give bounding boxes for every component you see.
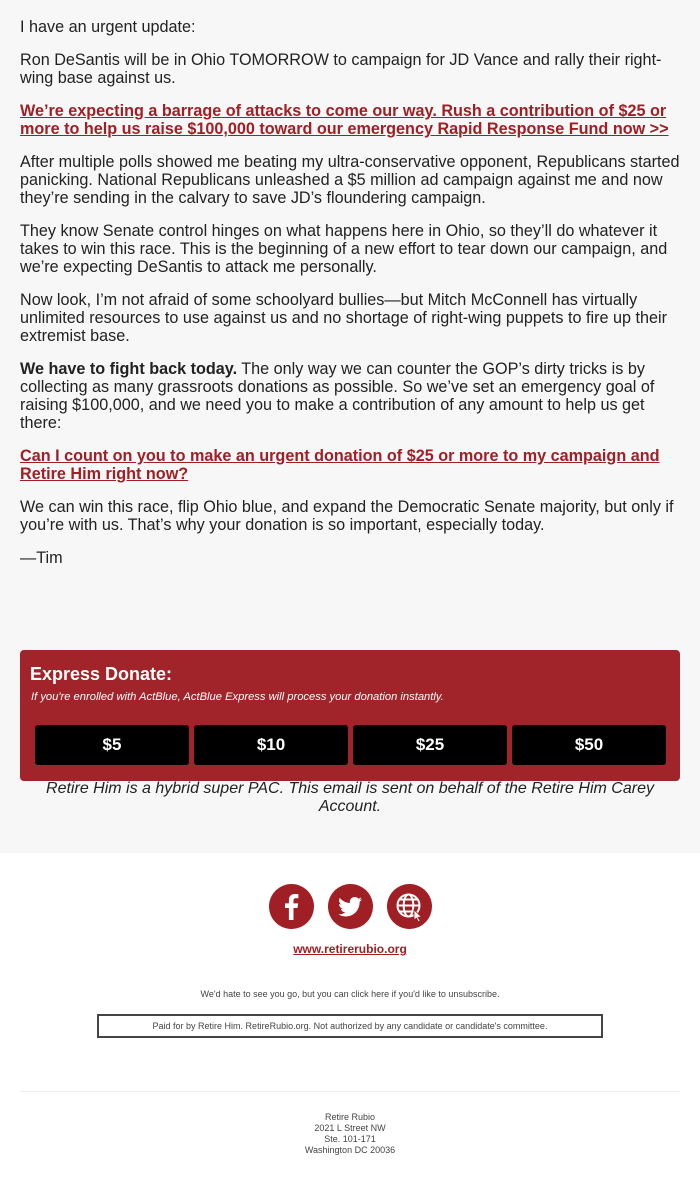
donation-amounts: [35, 725, 666, 765]
address-line-4: Washington DC 20036: [304, 1145, 396, 1155]
greeting: I have an urgent update:: [20, 18, 196, 36]
paragraph-4: Now look, I’m not afraid of some schoolyard bullies—but Mitch McConnell has virtually unlimited resources to use against us and no shortage of right-wing puppets to fire up their extremist base.: [20, 291, 667, 345]
pac-disclaimer: Retire Him is a hybrid super PAC. This email is sent on behalf of the Retire Him Carey Account.: [46, 780, 654, 815]
paragraph-5-rest: The only way we can counter the GOP’s dirty tricks is by collecting as many grassroots donations as possible. So we’ve set an emergency goal of raising $100,000, and we need you to make a contribution of any amount to help us get there:: [20, 360, 655, 432]
paragraph-6: We can win this race, flip Ohio blue, and expand the Democratic Senate majority, but only if you’re with us. That’s why your donation is so important, especially today.: [20, 498, 674, 534]
donate-25-button[interactable]: $25: [353, 725, 507, 765]
unsubscribe-text[interactable]: We'd hate to see you go, but you can click here if you'd like to unsubscribe.: [200, 989, 500, 999]
address-line-1: Retire Rubio: [324, 1112, 376, 1122]
donate-link-1[interactable]: We’re expecting a barrage of attacks to come our way. Rush a contribution of $25 or more to help us raise $100,000 toward our emergency Rapid Response Fund now >>: [20, 102, 669, 138]
donate-link-2[interactable]: Can I count on you to make an urgent donation of $25 or more to my campaign and Retire Him right now?: [20, 447, 660, 483]
paragraph-3: They know Senate control hinges on what happens here in Ohio, so they’ll do whatever it takes to win this race. This is the beginning of a new effort to tear down our campaign, and we’re expecting DeSantis to attack me personally.: [20, 222, 668, 276]
express-donate-subtitle: If you're enrolled with ActBlue, ActBlue Express will process your donation instantly.: [31, 691, 444, 703]
globe-icon[interactable]: [387, 884, 432, 929]
footer-divider: [20, 1091, 680, 1092]
paragraph-1: Ron DeSantis will be in Ohio TOMORROW to campaign for JD Vance and rally their right-wing base against us.: [20, 51, 662, 87]
twitter-icon[interactable]: [328, 884, 373, 929]
mailing-address: [0, 1112, 700, 1156]
donate-50-button[interactable]: $50: [512, 725, 666, 765]
facebook-icon[interactable]: [269, 884, 314, 929]
donate-10-button[interactable]: $10: [194, 725, 348, 765]
signoff: —Tim: [20, 549, 63, 567]
paragraph-5: [20, 360, 680, 432]
email-footer: [0, 853, 700, 1194]
paragraph-5-bold: We have to fight back today.: [20, 360, 238, 378]
address-line-3: Ste. 101-171: [324, 1134, 376, 1144]
paragraph-2: After multiple polls showed me beating my ultra-conservative opponent, Republicans started panicking. National Republicans unleashed a $5 million ad campaign against me and now they’re sending in the calvary to save JD’s floundering campaign.: [20, 153, 680, 207]
email-content: [20, 18, 680, 582]
social-links: [0, 884, 700, 929]
express-donate-panel: [20, 650, 680, 781]
address-line-2: 2021 L Street NW: [314, 1123, 386, 1133]
express-donate-title: Express Donate:: [30, 664, 173, 684]
website-link[interactable]: www.retirerubio.org: [293, 942, 407, 956]
donate-5-button[interactable]: $5: [35, 725, 189, 765]
paid-for-notice: Paid for by Retire Him. RetireRubio.org. Not authorized by any candidate or candidate's committee.: [97, 1014, 603, 1038]
